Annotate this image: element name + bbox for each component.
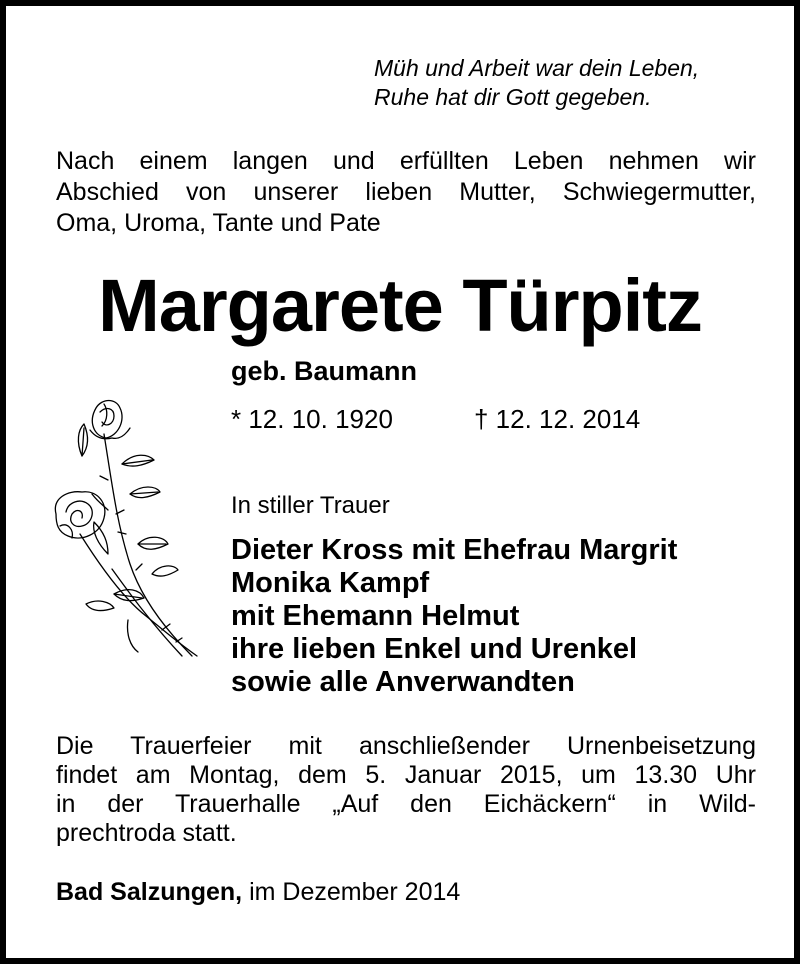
mourner-line: Dieter Kross mit Ehefrau Margrit <box>231 534 678 566</box>
death-date: † 12. 12. 2014 <box>474 404 641 434</box>
place-and-date <box>56 878 460 907</box>
mourners-list <box>231 534 677 699</box>
mourner-line: Monika Kampf <box>231 567 430 599</box>
intro-line-3: Oma, Uroma, Tante und Pate <box>56 209 381 237</box>
funeral-line-2: findet am Montag, dem 5. Januar 2015, um 13.30 Uhr <box>56 761 756 789</box>
funeral-line-3: in der Trauerhalle „Auf den Eichäckern“ in Wild- <box>56 790 756 818</box>
funeral-line-1: Die Trauerfeier mit anschließender Urnenbeisetzung <box>56 732 756 760</box>
intro-text <box>56 146 756 239</box>
maiden-name: geb. Baumann <box>231 356 418 386</box>
place: Bad Salzungen, <box>56 878 243 906</box>
mourner-line: ihre lieben Enkel und Urenkel <box>231 633 638 665</box>
motto-line-1: Müh und Arbeit war dein Leben, <box>374 55 700 81</box>
motto-line-2: Ruhe hat dir Gott gegeben. <box>374 84 652 110</box>
birth-date: * 12. 10. 1920 <box>231 404 393 434</box>
mourner-line: sowie alle Anverwandten <box>231 666 575 698</box>
date: im Dezember 2014 <box>249 878 461 906</box>
motto-verse <box>374 54 699 112</box>
rose-drawing-icon <box>42 394 212 664</box>
mourner-line: mit Ehemann Helmut <box>231 600 520 632</box>
mourning-intro: In stiller Trauer <box>231 492 390 519</box>
funeral-line-4: prechtroda statt. <box>56 819 237 847</box>
intro-line-2: Abschied von unserer lieben Mutter, Schwiegermutter, <box>56 178 756 206</box>
deceased-name: Margarete Türpitz <box>98 264 702 347</box>
funeral-details <box>56 732 756 848</box>
intro-line-1: Nach einem langen und erfüllten Leben nehmen wir <box>56 147 756 175</box>
